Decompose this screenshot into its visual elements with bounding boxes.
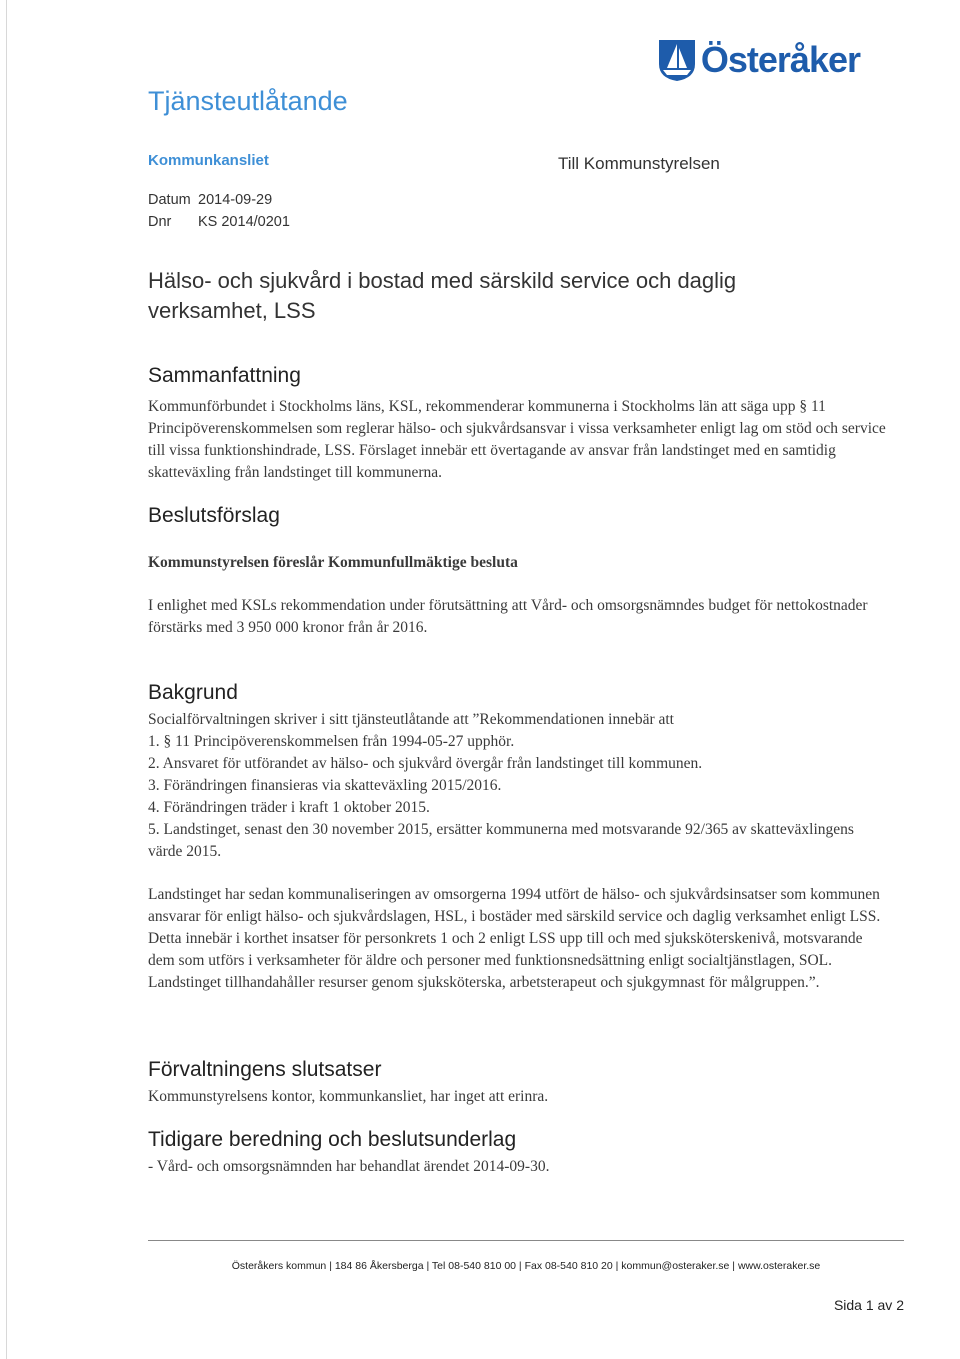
prior-heading: Tidigare beredning och beslutsunderlag <box>148 1128 517 1151</box>
proposal-subheading: Kommunstyrelsen föreslår Kommunfullmäktige besluta <box>148 554 518 571</box>
page-number: Sida 1 av 2 <box>833 1297 904 1313</box>
list-item: 1. § 11 Principöverenskommelsen från 1994-05-27 upphör. <box>148 733 515 750</box>
prior-text: - Vård- och omsorgsnämnden har behandlat ärendet 2014-09-30. <box>148 1158 550 1175</box>
date-value: 2014-09-29 <box>198 192 273 208</box>
document-type: Tjänsteutlåtande <box>148 86 348 116</box>
osteraker-coat-of-arms-icon <box>657 38 697 82</box>
footer-divider <box>148 1240 904 1241</box>
list-item: 2. Ansvaret för utförandet av hälso- och sjukvård övergår från landstinget till kommunen. <box>148 755 703 772</box>
date-row <box>148 192 272 208</box>
date-label: Datum <box>148 192 191 208</box>
background-heading: Bakgrund <box>148 681 238 704</box>
department-name: Kommunkansliet <box>148 152 269 169</box>
conclusions-heading: Förvaltningens slutsatser <box>148 1058 382 1081</box>
background-intro: Socialförvaltningen skriver i sitt tjänsteutlåtande att ”Rekommendationen innebär att <box>148 711 674 728</box>
list-item: 5. Landstinget, senast den 30 november 2015, ersätter kommunerna med motsvarande 92/365 av skatteväxlingens värde 2015. <box>148 821 854 860</box>
summary-heading: Sammanfattning <box>148 364 301 387</box>
logo-text: Österåker <box>700 39 860 80</box>
document-title: Hälso- och sjukvård i bostad med särskild service och daglig verksamhet, LSS <box>148 268 737 323</box>
footer-contact: Österåkers kommun | 184 86 Åkersberga | Tel 08-540 810 00 | Fax 08-540 810 20 | kommun@osteraker.se | www.osteraker.se <box>231 1260 821 1272</box>
recipient: Till Kommunstyrelsen <box>558 154 720 173</box>
page-edge-rule <box>6 0 7 1359</box>
municipality-logo <box>657 36 860 84</box>
background-list <box>148 709 888 863</box>
dnr-value: KS 2014/0201 <box>198 214 290 230</box>
proposal-text: I enlighet med KSLs rekommendation under förutsättning att Vård- och omsorgsnämndes budget för nettokostnader förstärks med 3 950 000 kronor från år 2016. <box>148 597 868 636</box>
proposal-heading: Beslutsförslag <box>148 504 280 527</box>
list-item: 3. Förändringen finansieras via skatteväxling 2015/2016. <box>148 777 502 794</box>
summary-text: Kommunförbundet i Stockholms läns, KSL, rekommenderar kommunerna i Stockholms län att säga upp § 11 Principöverenskommelsen som reglerar hälso- och sjukvårdsansvar i vissa verksamheter enligt lag om stöd och service till vissa funktionshindrade, LSS. Förslaget innebär ett övertagande av ansvar från landstinget med en samtidig skatteväxling från landstinget till kommunerna. <box>148 398 886 481</box>
list-item: 4. Förändringen träder i kraft 1 oktober 2015. <box>148 799 430 816</box>
conclusions-text: Kommunstyrelsens kontor, kommunkansliet, har inget att erinra. <box>148 1088 549 1105</box>
dnr-label: Dnr <box>148 214 172 230</box>
background-paragraph: Landstinget har sedan kommunaliseringen av omsorgerna 1994 utfört de hälso- och sjukvårdsinsatser som kommunen ansvarar för enligt hälso- och sjukvårdslagen, HSL, i bostäder med särskild service och daglig verksamhet enligt LSS. Detta innebär i korthet insatser för personkrets 1 och 2 enligt LSS upp till och med sjuksköterskenivå, motsvarande dem som utförs i verksamheter för äldre och personer med funktionsnedsättning enligt socialtjänstlagen, SOL. Landstinget tillhandahåller resurser genom sjuksköterska, arbetsterapeut och sjukgymnast för målgruppen.”. <box>148 886 881 991</box>
dnr-row <box>148 214 290 230</box>
